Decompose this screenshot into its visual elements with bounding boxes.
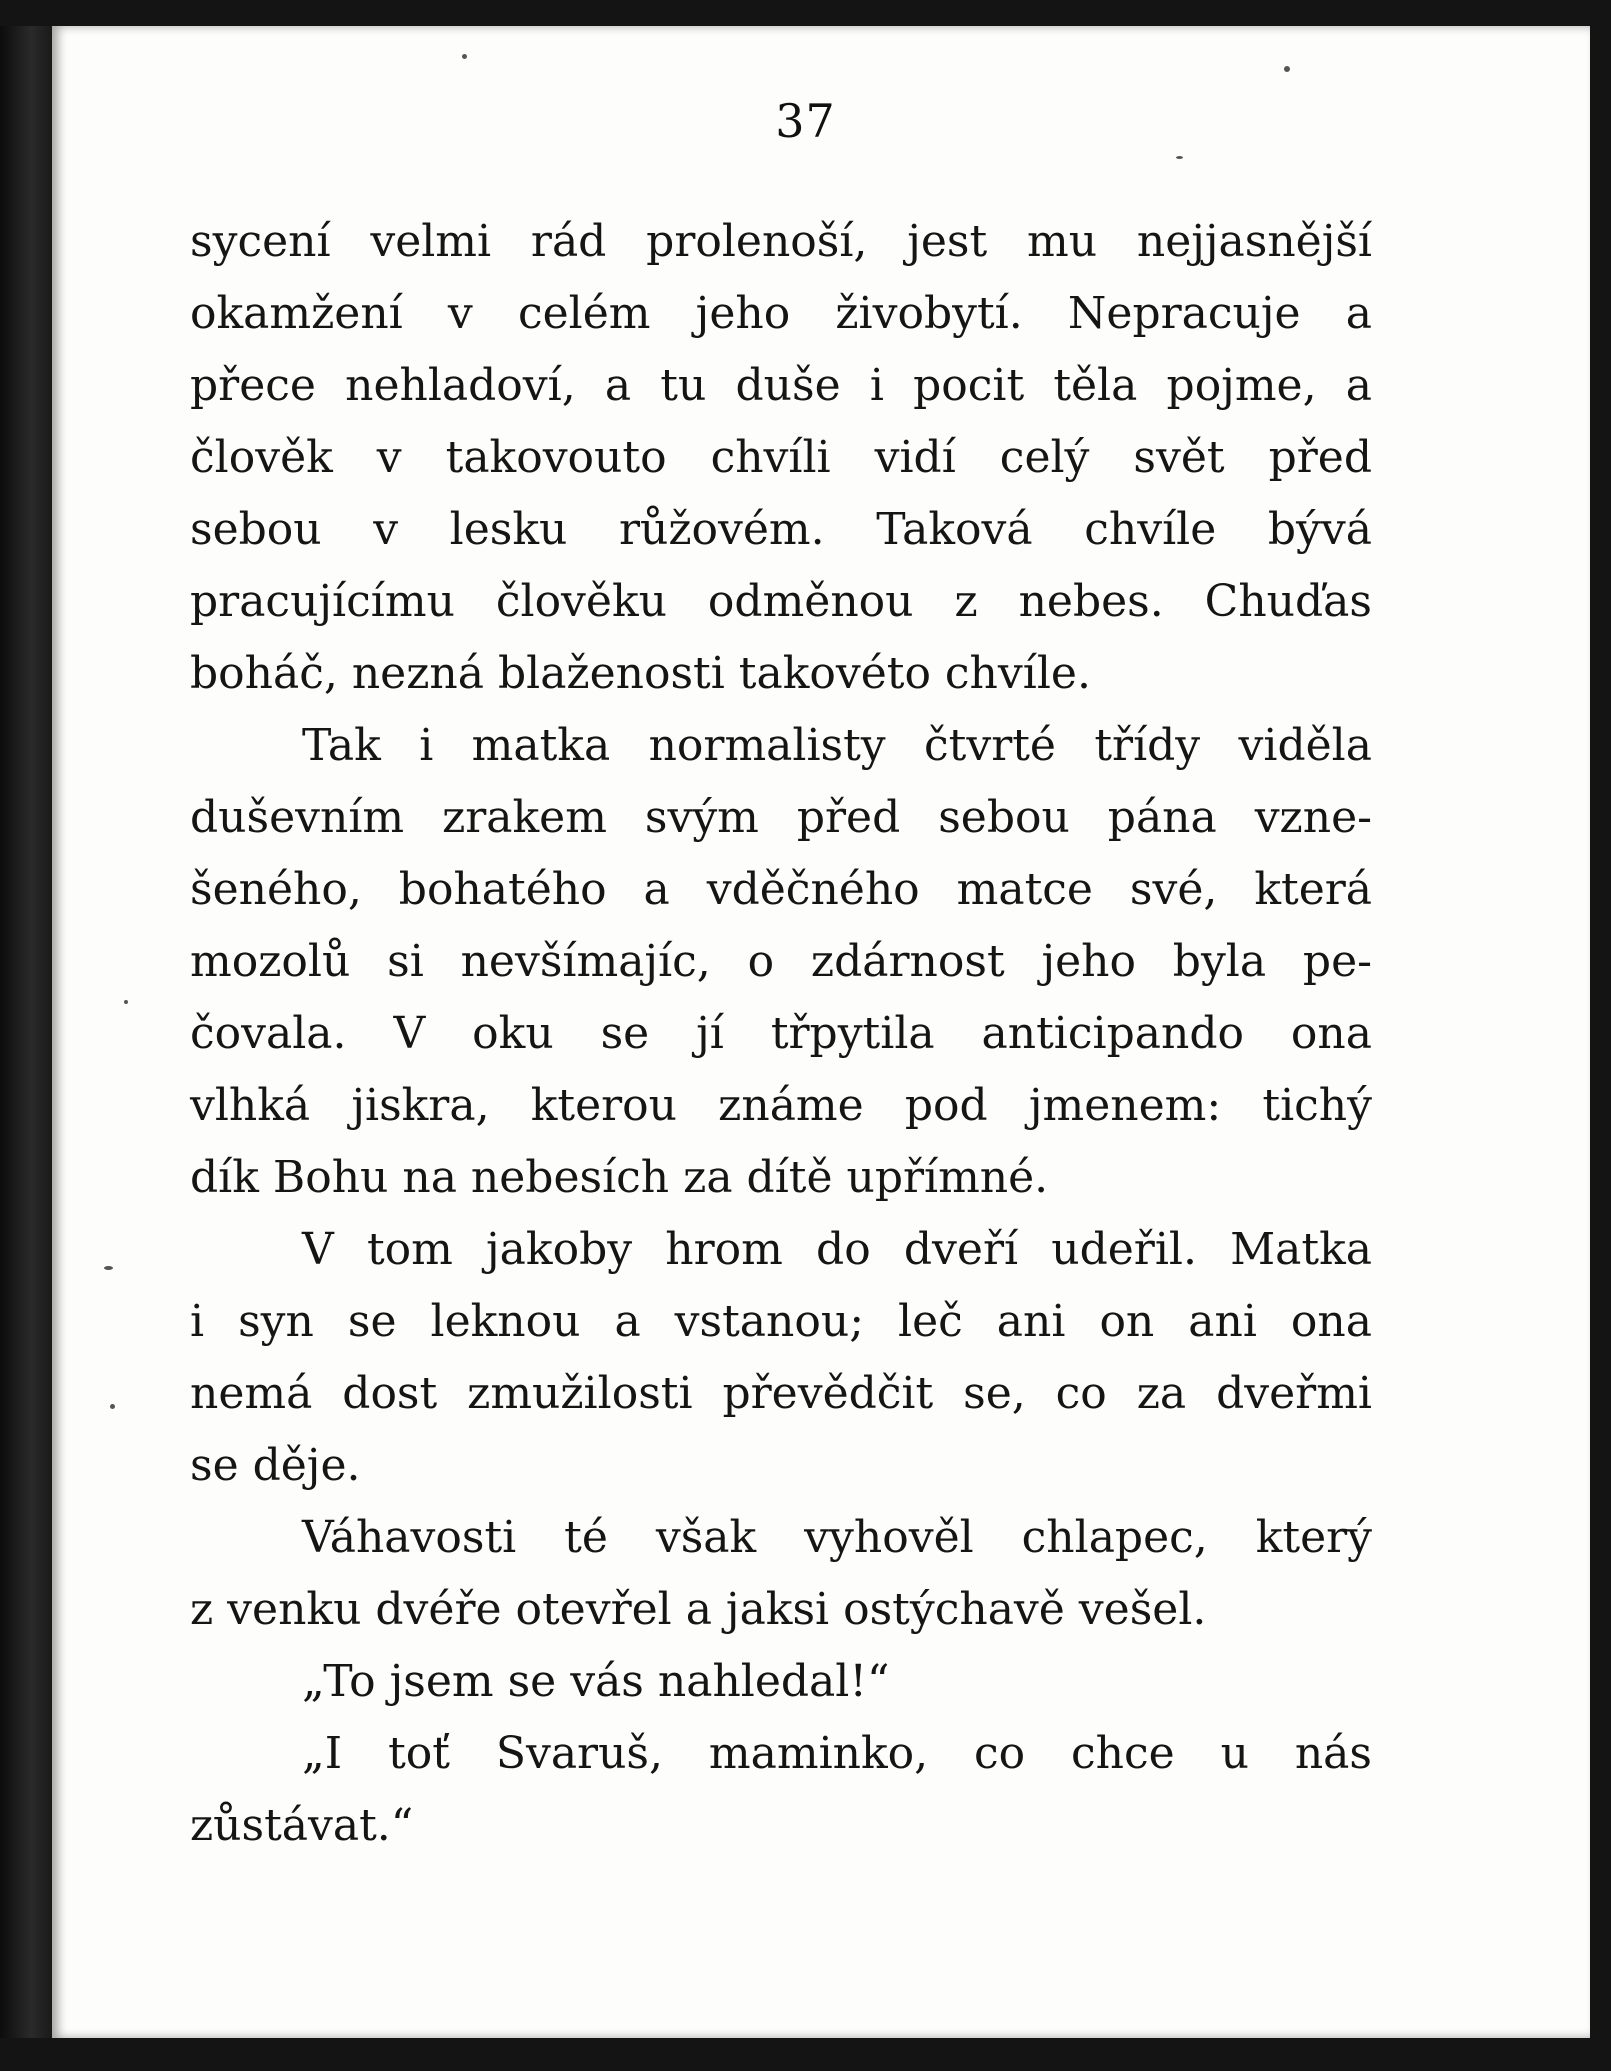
ink-speck	[110, 1404, 115, 1409]
text-line: sycení velmi rád prolenoší, jest mu nejjasnější	[190, 216, 1372, 267]
text-line: Váhavosti té však vyhověl chlapec, který	[302, 1512, 1372, 1563]
text-line: „I toť Svaruš, maminko, co chce u nás	[302, 1728, 1372, 1779]
text-line: přece nehladoví, a tu duše i pocit těla pojme, a	[190, 360, 1372, 411]
text-line: z venku dvéře otevřel a jaksi ostýchavě vešel.	[190, 1584, 1207, 1635]
ink-speck	[1284, 66, 1290, 72]
text-line: sebou v lesku růžovém. Taková chvíle bývá	[190, 504, 1372, 555]
ink-speck	[124, 1000, 128, 1004]
ink-speck	[1176, 156, 1183, 159]
text-line: vlhká jiskra, kterou známe pod jmenem: tichý	[190, 1080, 1372, 1131]
text-line: „To jsem se vás nahledal!“	[302, 1656, 890, 1707]
ink-speck	[462, 54, 467, 59]
text-line: okamžení v celém jeho živobytí. Nepracuje a	[190, 288, 1372, 339]
text-line: boháč, nezná blaženosti takovéto chvíle.	[190, 648, 1091, 699]
book-spine	[0, 26, 52, 2038]
text-line: člověk v takovouto chvíli vidí celý svět před	[190, 432, 1372, 483]
text-line: i syn se leknou a vstanou; leč ani on ani ona	[190, 1296, 1372, 1347]
body-text	[190, 206, 1372, 1862]
text-line: dík Bohu na nebesích za dítě upřímné.	[190, 1152, 1049, 1203]
text-line: se děje.	[190, 1440, 361, 1491]
text-line: duševním zrakem svým před sebou pána vzne-	[190, 792, 1372, 843]
text-line: Tak i matka normalisty čtvrté třídy viděla	[302, 720, 1372, 771]
text-line: zůstávat.“	[190, 1800, 414, 1851]
text-line: V tom jakoby hrom do dveří udeřil. Matka	[302, 1224, 1372, 1275]
text-line: čovala. V oku se jí třpytila anticipando ona	[190, 1008, 1372, 1059]
text-line: mozolů si nevšímajíc, o zdárnost jeho byla pe-	[190, 936, 1372, 987]
text-line: šeného, bohatého a vděčného matce své, která	[190, 864, 1372, 915]
text-line: nemá dost zmužilosti převědčit se, co za dveřmi	[190, 1368, 1372, 1419]
page-number: 37	[775, 94, 836, 148]
ink-speck	[104, 1266, 113, 1270]
text-line: pracujícímu člověku odměnou z nebes. Chuďas	[190, 576, 1372, 627]
